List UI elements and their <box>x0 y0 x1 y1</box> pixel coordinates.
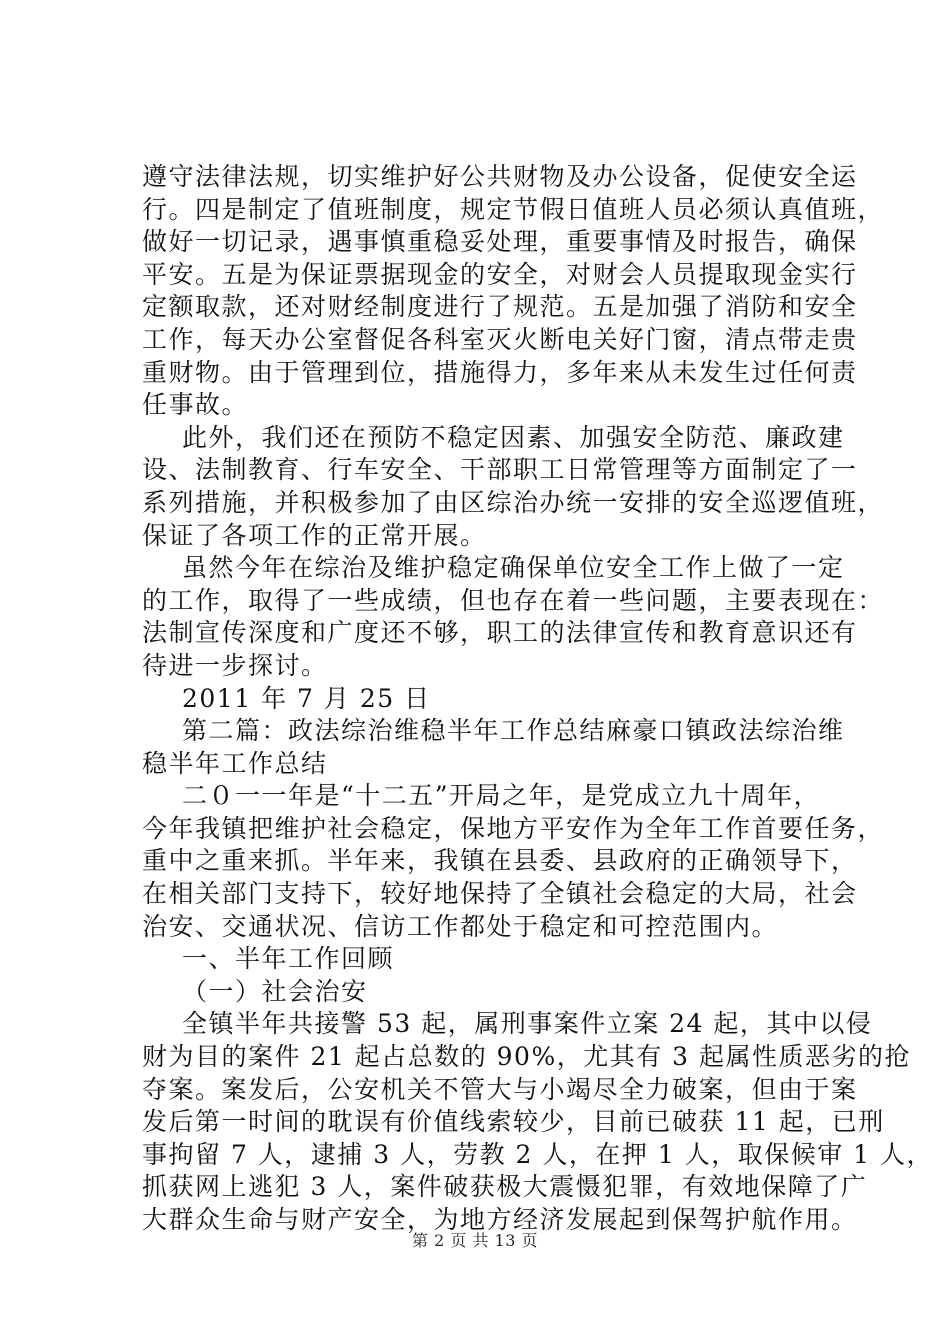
body-line: 平安。五是为保证票据现金的安全，对财会人员提取现金实行 <box>142 259 858 289</box>
body-line: 大群众生命与财产安全，为地方经济发展起到保驾护航作用。 <box>142 1205 858 1234</box>
section-heading: 第二篇：政法综治维稳半年工作总结麻豪口镇政法综治维 <box>182 716 845 746</box>
paragraph-start-line: 二０一一年是“十二五”开局之年，是党成立九十周年， <box>182 781 821 811</box>
body-line: 重财物。由于管理到位，措施得力，多年来从未发生过任何责 <box>142 357 858 387</box>
body-line: 事拘留 7 人，逮捕 3 人，劳教 2 人，在押 1 人，取保候审 1 人， <box>142 1139 933 1169</box>
section-heading-continued: 稳半年工作总结 <box>142 748 328 778</box>
date-line: 2011 年 7 月 25 日 <box>182 683 431 713</box>
document-body <box>142 161 933 1237</box>
paragraph-start-line: 此外，我们还在预防不稳定因素、加强安全防范、廉政建 <box>182 422 845 452</box>
body-line: 设、法制教育、行车安全、干部职工日常管理等方面制定了一 <box>142 455 858 485</box>
body-line: 行。四是制定了值班制度，规定节假日值班人员必须认真值班， <box>142 194 885 224</box>
body-line: 待进一步探讨。 <box>142 650 328 680</box>
body-line: 遵守法律法规，切实维护好公共财物及办公设备，促使安全运 <box>142 162 858 191</box>
body-line: 抓获网上逃犯 3 人，案件破获极大震慑犯罪，有效地保障了广 <box>142 1172 868 1202</box>
subheading: （一）社会治安 <box>182 976 368 1006</box>
page-footer: 第 2 页 共 13 页 <box>412 1231 538 1250</box>
body-line: 治安、交通状况、信访工作都处于稳定和可控范围内。 <box>142 911 779 941</box>
body-line: 做好一切记录，遇事慎重稳妥处理，重要事情及时报告，确保 <box>142 227 858 257</box>
body-line: 的工作，取得了一些成绩，但也存在着一些问题，主要表现在： <box>142 585 885 615</box>
subheading: 一、半年工作回顾 <box>182 944 395 974</box>
body-line: 法制宣传深度和广度还不够，职工的法律宣传和教育意识还有 <box>142 618 858 648</box>
body-line: 工作，每天办公室督促各科室灭火断电关好门窗，清点带走贵 <box>142 324 858 354</box>
paragraph-start-line: 虽然今年在综治及维护稳定确保单位安全工作上做了一定 <box>182 553 845 583</box>
paragraph-start-line: 全镇半年共接警 53 起，属刑事案件立案 24 起，其中以侵 <box>182 1009 873 1039</box>
body-line: 在相关部门支持下，较好地保持了全镇社会稳定的大局，社会 <box>142 879 858 909</box>
body-line: 保证了各项工作的正常开展。 <box>142 520 487 550</box>
body-line: 夺案。案发后，公安机关不管大与小竭尽全力破案，但由于案 <box>142 1074 858 1104</box>
body-line: 重中之重来抓。半年来，我镇在县委、县政府的正确领导下， <box>142 846 858 876</box>
body-line: 定额取款，还对财经制度进行了规范。五是加强了消防和安全 <box>142 292 858 322</box>
body-line: 财为目的案件 21 起占总数的 90%，尤其有 3 起属性质恶劣的抢 <box>142 1042 912 1072</box>
body-line: 今年我镇把维护社会稳定，保地方平安作为全年工作首要任务， <box>142 813 885 843</box>
body-line: 任事故。 <box>142 390 249 420</box>
body-line: 发后第一时间的耽误有价值线索较少，目前已破获 11 起，已刑 <box>142 1107 885 1137</box>
body-line: 系列措施，并积极参加了由区综治办统一安排的安全巡逻值班， <box>142 487 885 517</box>
